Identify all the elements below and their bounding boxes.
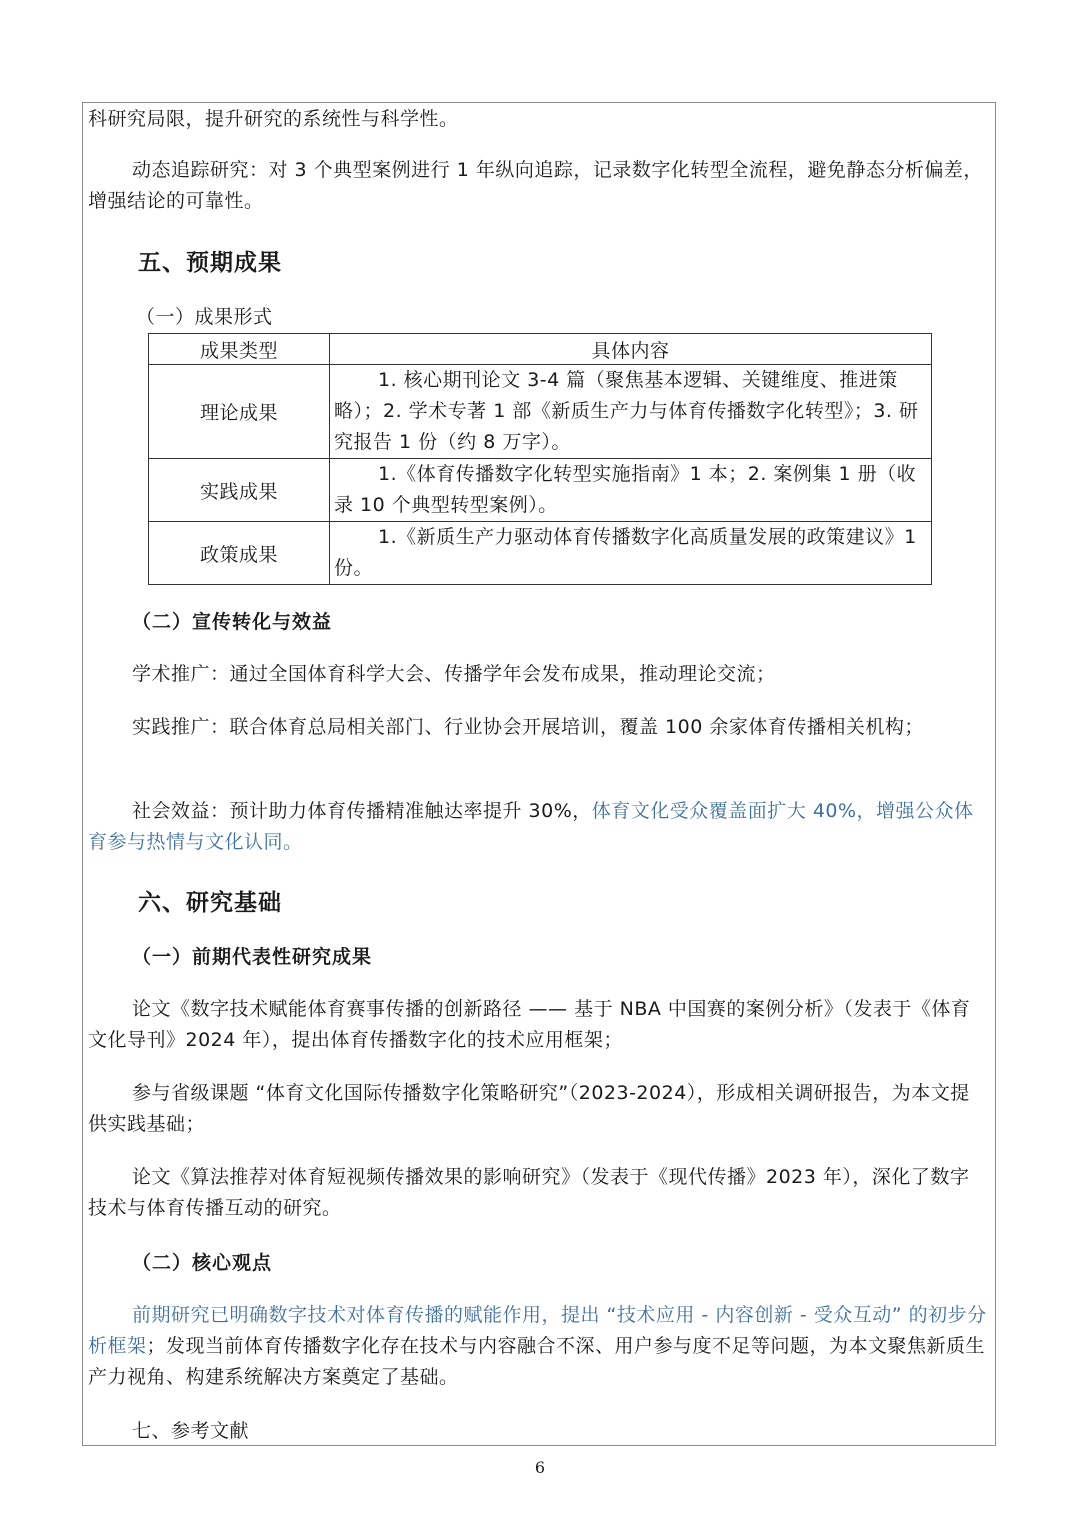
section-heading-research-foundation: 六、研究基础 <box>138 889 282 916</box>
table-header-row <box>149 334 932 365</box>
table-header-type: 成果类型 <box>149 334 330 365</box>
section-heading-references: 七、参考文献 <box>132 1420 250 1442</box>
row-type-policy: 政策成果 <box>149 522 330 585</box>
social-benefit-text: 社会效益：预计助力体育传播精准触达率提升 30%， <box>132 800 592 822</box>
table-row <box>149 522 932 585</box>
table-row <box>149 459 932 522</box>
subheading-prior-results: （一）前期代表性研究成果 <box>132 946 373 968</box>
page-number: 6 <box>534 1458 546 1477</box>
paragraph-academic-promotion: 学术推广：通过全国体育科学大会、传播学年会发布成果，推动理论交流； <box>132 663 776 685</box>
row-type-practice: 实践成果 <box>149 459 330 522</box>
paragraph-core-viewpoints <box>88 1300 988 1393</box>
row-type-theory: 理论成果 <box>149 365 330 459</box>
core-viewpoints-highlight: 前期研究已明确数字技术对体育传播的赋能作用，提出 “技术应用 - 内容创新 - 受众互动” 的初步分析框架 <box>88 1304 987 1357</box>
results-table <box>148 333 932 585</box>
paragraph-continuation: 科研究局限，提升研究的系统性与科学性。 <box>88 108 459 130</box>
section-heading-expected-results: 五、预期成果 <box>138 249 282 276</box>
table-row <box>149 365 932 459</box>
table-header-content: 具体内容 <box>330 334 932 365</box>
row-content-practice: 1.《体育传播数字化转型实施指南》1 本；2. 案例集 1 册（收录 10 个典型转型案例）。 <box>330 459 932 522</box>
core-viewpoints-text: ；发现当前体育传播数字化存在技术与内容融合不深、用户参与度不足等问题，为本文聚焦新质生产力视角、构建系统解决方案奠定了基础。 <box>88 1335 986 1388</box>
row-content-policy: 1.《新质生产力驱动体育传播数字化高质量发展的政策建议》1 份。 <box>330 522 932 585</box>
subheading-promotion-benefits: （二）宣传转化与效益 <box>132 611 333 633</box>
row-content-theory: 1. 核心期刊论文 3-4 篇（聚焦基本逻辑、关键维度、推进策略）；2. 学术专著 1 部《新质生产力与体育传播数字化转型》；3. 研究报告 1 份（约 8 万字）。 <box>330 365 932 459</box>
paragraph-paper-one: 论文《数字技术赋能体育赛事传播的创新路径 —— 基于 NBA 中国赛的案例分析》（发表于《体育文化导刊》2024 年），提出体育传播数字化的技术应用框架； <box>88 998 971 1051</box>
paragraph-social-benefit <box>88 796 988 858</box>
paragraph-dynamic-tracking: 动态追踪研究：对 3 个典型案例进行 1 年纵向追踪，记录数字化转型全流程，避免静态分析偏差，增强结论的可靠性。 <box>88 159 983 212</box>
paragraph-provincial-project: 参与省级课题 “体育文化国际传播数字化策略研究”（2023-2024），形成相关调研报告，为本文提供实践基础； <box>88 1082 970 1135</box>
social-benefit-highlight: 体育文化受众覆盖面扩大 40%，增强公众体育参与热情与文化认同。 <box>88 800 974 853</box>
paragraph-practice-promotion: 实践推广：联合体育总局相关部门、行业协会开展培训，覆盖 100 余家体育传播相关机构； <box>132 716 924 738</box>
subheading-result-forms: （一）成果形式 <box>136 306 273 328</box>
subheading-core-viewpoints: （二）核心观点 <box>132 1252 273 1274</box>
paragraph-paper-two: 论文《算法推荐对体育短视频传播效果的影响研究》（发表于《现代传播》2023 年），深化了数字技术与体育传播互动的研究。 <box>88 1166 970 1219</box>
